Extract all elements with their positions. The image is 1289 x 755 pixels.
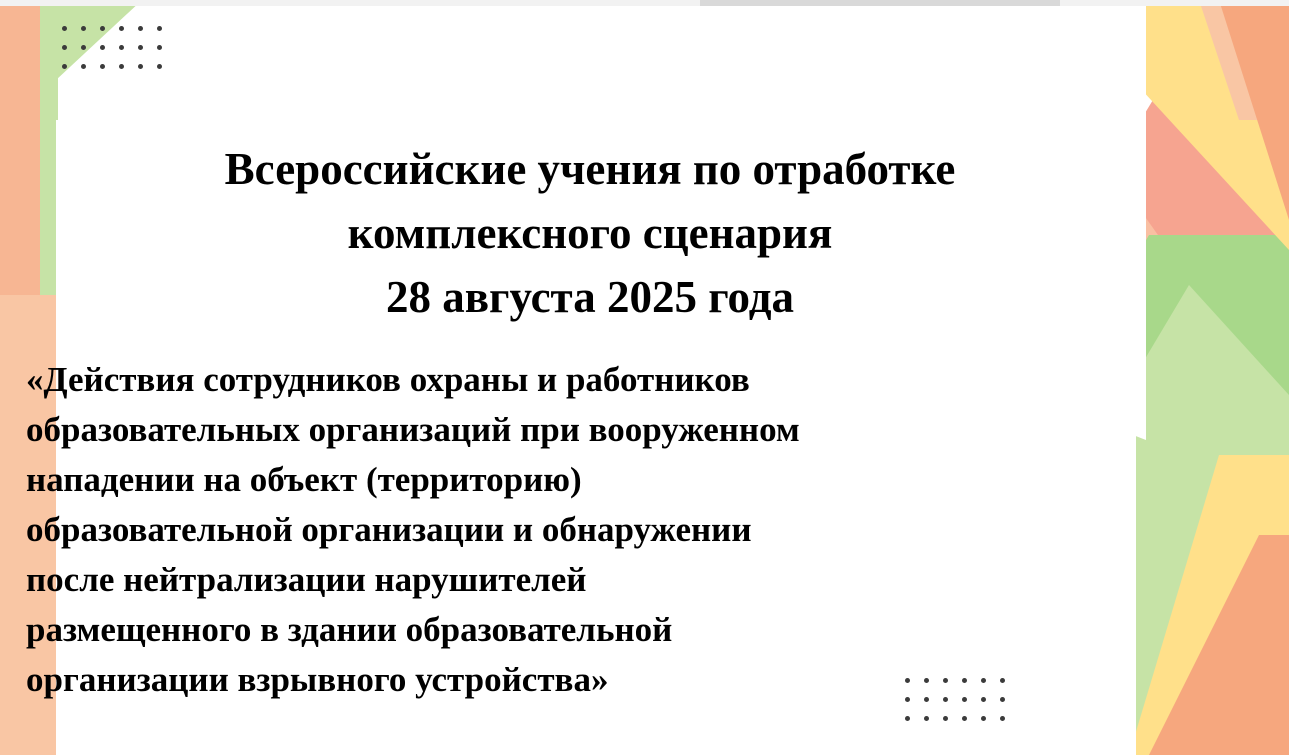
slide-subtitle	[26, 355, 1006, 705]
slide-title	[60, 138, 1120, 330]
slide-subtitle-line-2: образовательных организаций при вооруженном	[26, 410, 800, 450]
slide-title-line-1: Всероссийские учения по отработке	[224, 144, 956, 194]
slide-subtitle-line-6: размещенного в здании образовательной	[26, 610, 673, 650]
slide-subtitle-line-7: организации взрывного устройства»	[26, 660, 609, 700]
slide-subtitle-line-5: после нейтрализации нарушителей	[26, 560, 587, 600]
slide-subtitle-line-3: нападении на объект (территорию)	[26, 460, 582, 500]
slide-subtitle-line-4: образовательной организации и обнаружении	[26, 510, 752, 550]
slide-subtitle-line-1: «Действия сотрудников охраны и работников	[26, 360, 750, 399]
slide-title-line-2: комплексного сценария	[347, 207, 833, 258]
slide-title-line-3: 28 августа 2025 года	[385, 271, 794, 322]
